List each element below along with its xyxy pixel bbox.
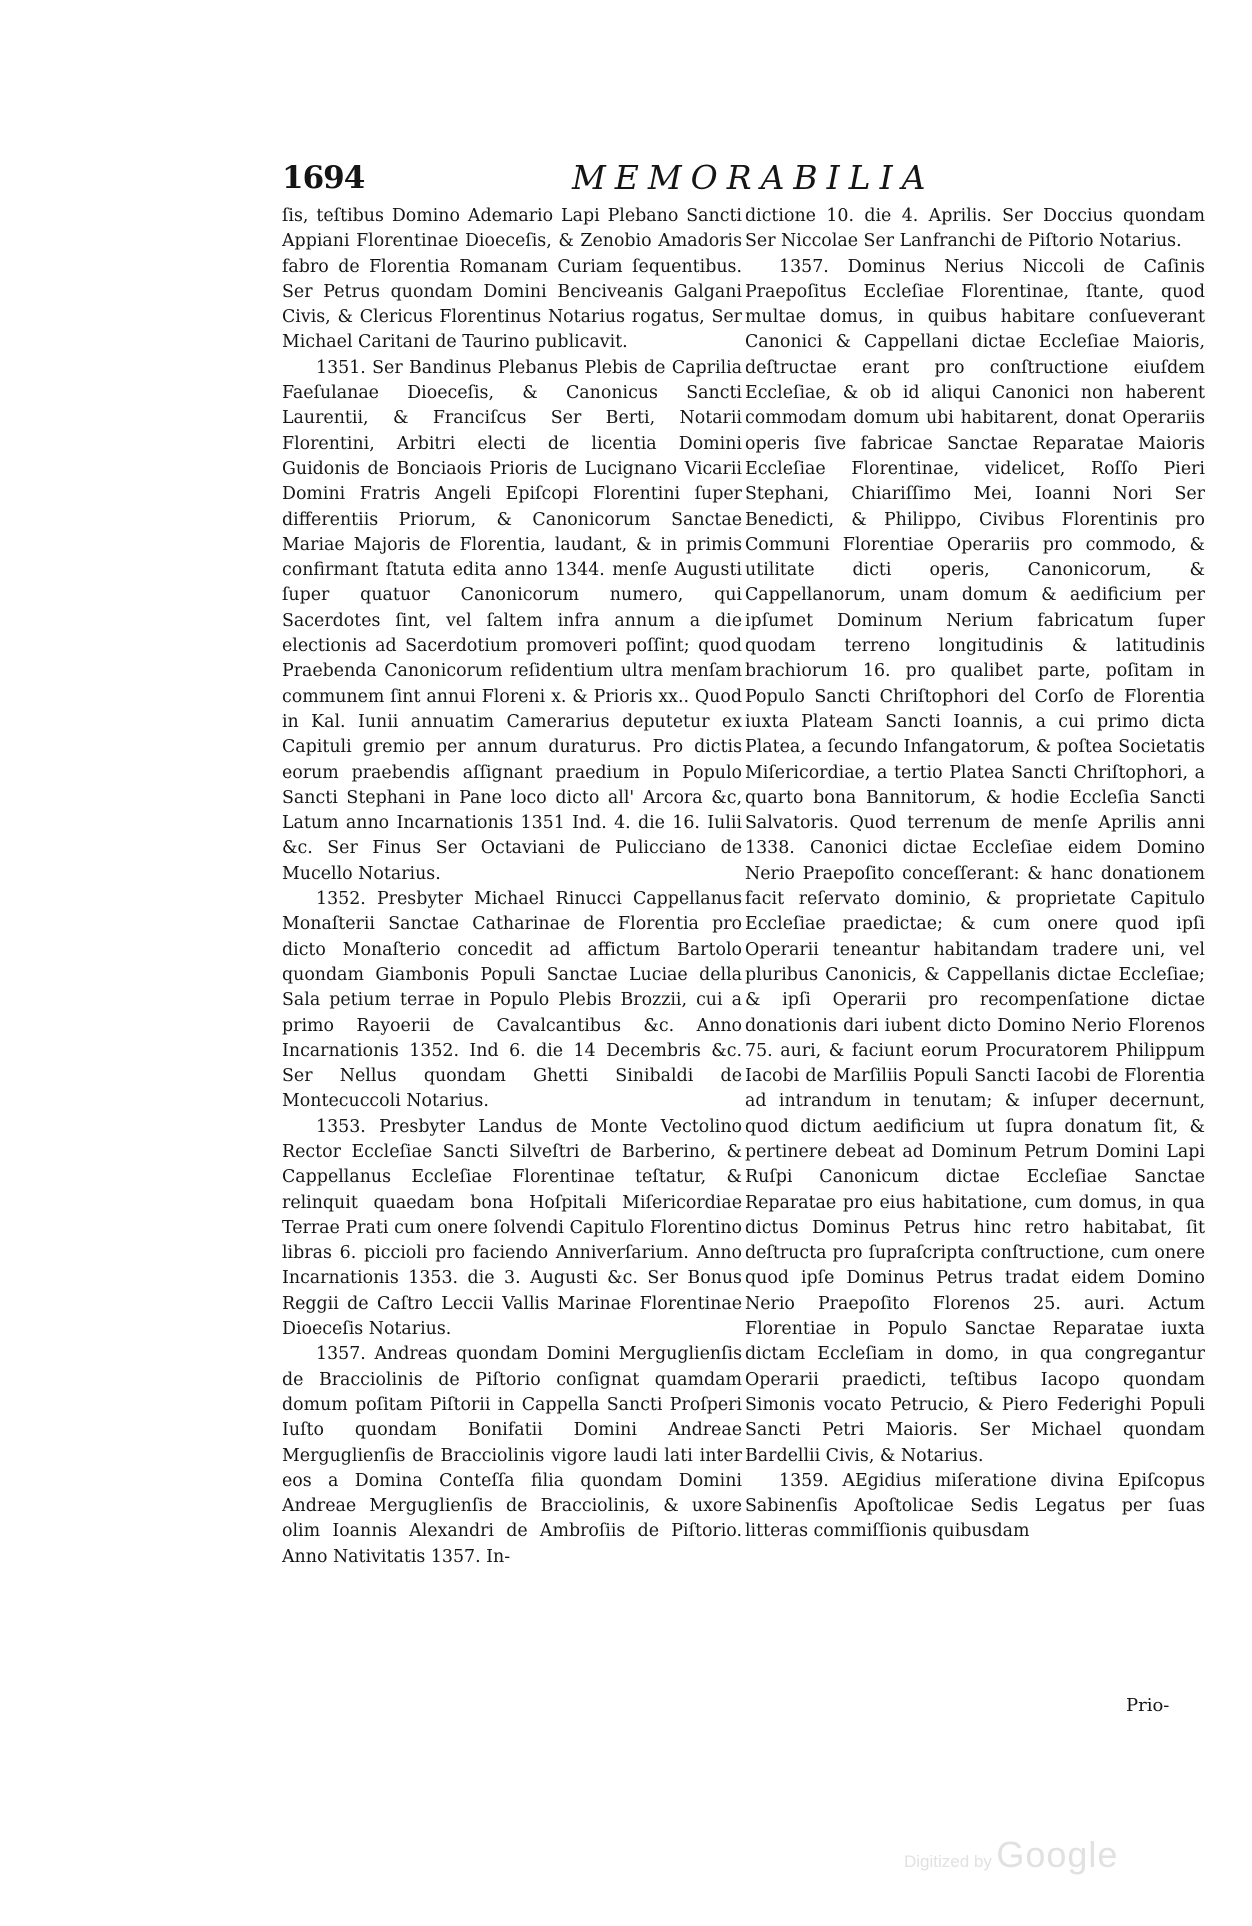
watermark-logo-text: Google	[996, 1834, 1119, 1875]
paragraph-continuation-right: dictione 10. die 4. Aprilis. Ser Doccius quondam Ser Niccolae Ser Lanfranchi de Piſtorio Notarius.	[745, 206, 1205, 252]
catchword: Prio-	[1126, 1695, 1170, 1716]
paragraph-1357-andreas: 1357. Andreas quondam Domini Merguglienſis de Bracciolinis de Piſtorio conſignat quamdam domum poſitam Piſtorii in Cappella Sancti Proſperi Iuſto quondam Bonifatii Domini Andreae Merguglienſis de Bracciolinis vigore laudi lati inter eos a Domina Conteſſa filia quondam Domini Andreae Merguglienſis de Bracciolinis, & uxore olim Ioannis Alexandri de Ambroſiis de Piſtorio. Anno Nativitatis 1357. In-	[282, 1344, 742, 1567]
paragraph-1352: 1352. Presbyter Michael Rinucci Cappellanus Monaſterii Sanctae Catharinae de Florentia pro dicto Monaſterio concedit ad affictum Bartolo quondam Giambonis Populi Sanctae Luciae della Sala petium terrae in Populo Plebis Brozzii, cui a primo Rayoerii de Cavalcantibus &c. Anno Incarnationis 1352. Ind 6. die 14 Decembris &c. Ser Nellus quondam Ghetti Sinibaldi de Montecuccoli Notarius.	[282, 889, 742, 1112]
right-column	[745, 204, 1205, 1545]
digitized-watermark	[904, 1834, 1118, 1876]
paragraph-1353: 1353. Presbyter Landus de Monte Vectolino Rector Eccleſiae Sancti Silveſtri de Barberino, & Cappellanus Eccleſiae Florentinae teſtatur, & relinquit quaedam bona Hoſpitali Miſericordiae Terrae Prati cum onere ſolvendi Capitulo Florentino libras 6. piccioli pro faciendo Anniverſarium. Anno Incarnationis 1353. die 3. Augusti &c. Ser Bonus Reggii de Caſtro Leccii Vallis Marinae Florentinae Dioeceſis Notarius.	[282, 1116, 742, 1340]
watermark-small-text: Digitized by	[904, 1852, 992, 1871]
paragraph-1351: 1351. Ser Bandinus Plebanus Plebis de Caprilia Faeſulanae Dioeceſis, & Canonicus Sancti Laurentii, & Franciſcus Ser Berti, Notarii Florentini, Arbitri electi de licentia Domini Guidonis de Bonciaois Prioris de Lucignano Vicarii Domini Fratris Angeli Epiſcopi Florentini ſuper differentiis Priorum, & Canonicorum Sanctae Mariae Majoris de Florentia, laudant, & in primis confirmant ſtatuta edita anno 1344. menſe Augusti ſuper quatuor Canonicorum numero, qui Sacerdotes ſint, vel ſaltem infra annum a die electionis ad Sacerdotium promoveri poſſint; quod Praebenda Canonicorum reſidentium ultra menſam communem ſint annui Floreni x. & Prioris xx.. Quod in Kal. Iunii annuatim Camerarius deputetur ex Capituli gremio per annum duraturus. Pro dictis eorum praebendis aſſignant praedium in Populo Sancti Stephani in Pane loco dicto all' Arcora &c, Latum anno Incarnationis 1351 Ind. 4. die 16. Iulii &c. Ser Finus Ser Octaviani de Pulicciano de Mucello Notarius.	[282, 357, 742, 884]
paragraph-1359: 1359. AEgidius miſeratione divina Epiſcopus Sabinenſis Apoſtolicae Sedis Legatus per ſuas litteras commiſſionis quibusdam	[745, 1470, 1205, 1542]
left-column	[282, 204, 742, 1570]
paragraph-continuation: ſis, teſtibus Domino Ademario Lapi Plebano Sancti Appiani Florentinae Dioeceſis, & Zenobio Amadoris fabro de Florentia Romanam Curiam ſequentibus. Ser Petrus quondam Domini Benciveanis Galgani Civis, & Clericus Florentinus Notarius rogatus, Ser Michael Caritani de Taurino publicavit.	[282, 206, 742, 353]
running-head: MEMORABILIA	[572, 158, 935, 197]
paragraph-1357-nerius: 1357. Dominus Nerius Niccoli de Caſinis Praepoſitus Eccleſiae Florentinae, ſtante, quod multae domus, in quibus habitare conſueverant Canonici & Cappellani dictae Eccleſiae Maioris, deſtructae erant pro conſtructione eiuſdem Eccleſiae, & ob id aliqui Canonici non haberent commodam domum ubi habitarent, donat Operariis operis ſive fabricae Sanctae Reparatae Maioris Eccleſiae Florentinae, videlicet, Roſſo Pieri Stephani, Chiariſſimo Mei, Ioanni Nori Ser Benedicti, & Philippo, Civibus Florentinis pro Communi Florentiae Operariis pro commodo, & utilitate dicti operis, Canonicorum, & Cappellanorum, unam domum & aedificium per ipſumet Dominum Nerium fabricatum ſuper quodam terreno longitudinis & latitudinis brachiorum 16. pro qualibet parte, poſitam in Populo Sancti Chriſtophori del Corſo de Florentia iuxta Plateam Sancti Ioannis, a cui primo dicta Platea, a ſecundo Infangatorum, & poſtea Societatis Miſericordiae, a tertio Platea Sancti Chriſtophori, a quarto bona Bannitorum, & hodie Eccleſia Sancti Salvatoris. Quod terrenum de menſe Aprilis anni 1338. Canonici dictae Eccleſiae eidem Domino Nerio Praepoſito conceſſerant: & hanc donationem facit reſervato dominio, & proprietate Capitulo Eccleſiae praedictae; & cum onere quod ipſi Operarii teneantur habitandam tradere uni, vel pluribus Canonicis, & Cappellanis dictae Eccleſiae; & ipſi Operarii pro recompenſatione dictae donationis dari iubent dicto Domino Nerio Florenos 75. auri, & faciunt eorum Procuratorem Philippum Iacobi de Marſiliis Populi Sancti Iacobi de Florentia ad intrandum in tenutam; & inſuper decernunt, quod dictum aedificium ut ſupra donatum ſit, & pertinere debeat ad Dominum Petrum Domini Lapi Ruſpi Canonicum dictae Eccleſiae Sanctae Reparatae pro eius habitatione, cum domus, in qua dictus Dominus Petrus hinc retro habitabat, ſit deſtructa pro ſupraſcripta conſtructione, cum onere quod ipſe Dominus Petrus tradat eidem Domino Nerio Praepoſito Florenos 25. auri. Actum Florentiae in Populo Sanctae Reparatae iuxta dictam Eccleſiam in domo, in qua congregantur Operarii praedicti, teſtibus Iacopo quondam Simonis vocato Petrucio, & Piero Federighi Populi Sancti Petri Maioris. Ser Michael quondam Bardellii Civis, & Notarius.	[745, 256, 1205, 1466]
page-number: 1694	[282, 160, 365, 196]
